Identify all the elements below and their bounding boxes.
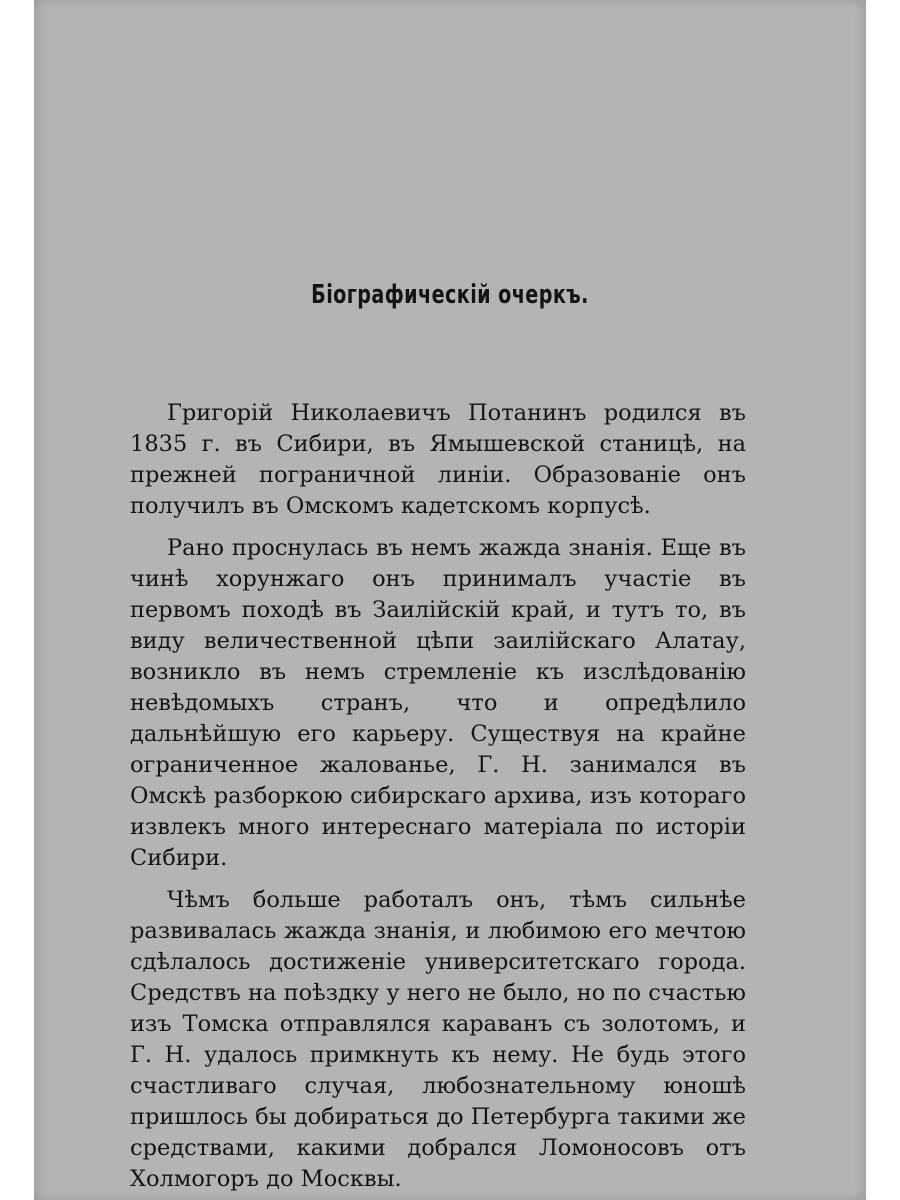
paragraph-3: Чѣмъ больше работалъ онъ, тѣмъ сильнѣе развивалась жажда знанія, и любимою его мечтою сдѣлалось достиженіе университетскаго города. Средствъ на поѣздку у него не было, но по счастью изъ Томска отправлялся караванъ съ золотомъ, и Г. Н. удалось примкнуть къ нему. Не будь этого счастливаго случая, любознательному юношѣ пришлось бы добираться до Петербурга такими же средствами, какими добрался Ломоносовъ отъ Холмогоръ до Москвы. [130, 887, 746, 1192]
paragraph-2: Рано проснулась въ немъ жажда знанія. Еще въ чинѣ хорунжаго онъ принималъ участіе въ первомъ походѣ въ Заилійскій край, и тутъ то, въ виду величественной цѣпи заилійскаго Алатау, возникло въ немъ стремленіе къ изслѣдованію невѣдомыхъ странъ, что и опредѣлило дальнѣйшую его карьеру. Существуя на крайне ограниченное жалованье, Г. Н. занимался въ Омскѣ разборкою сибирскаго архива, изъ котораго извлекъ много интереснаго матеріала по исторіи Сибири. [130, 535, 746, 871]
page-title: Біографическій очеркъ. [311, 280, 589, 310]
scan-margin-left [0, 0, 34, 1200]
scan-margin-right [866, 0, 900, 1200]
paragraph-1: Григорій Николаевичъ Потанинъ родился въ 1835 г. въ Сибири, въ Ямышевской станицѣ, на прежней пограничной линіи. Образованіе онъ получилъ въ Омскомъ кадетскомъ корпусѣ. [130, 400, 746, 519]
book-page [34, 0, 866, 1200]
body-text [130, 398, 746, 1195]
